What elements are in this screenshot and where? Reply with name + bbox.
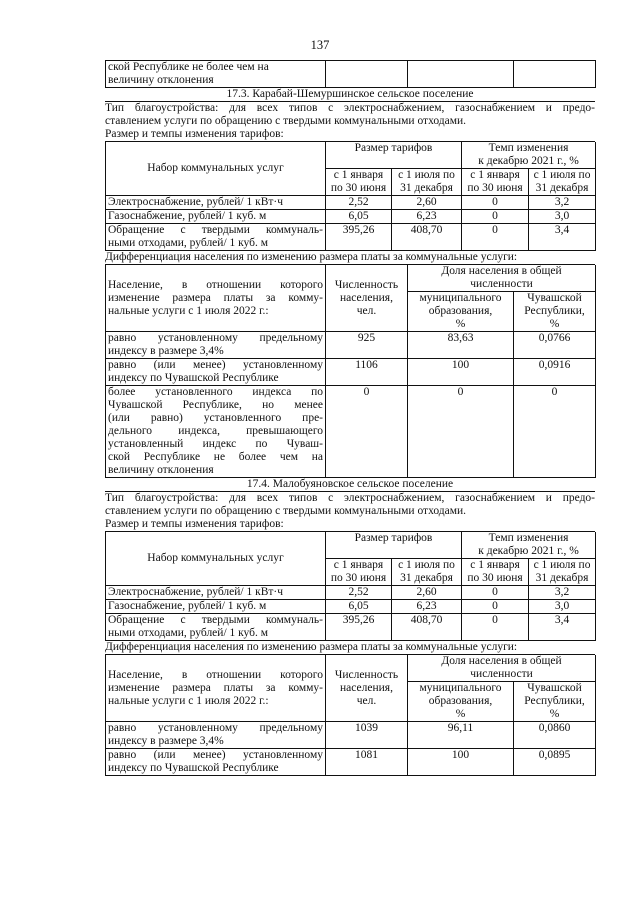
tariff-table bbox=[105, 142, 596, 251]
improvement-type-line: ставлением услуги по обращению с твердыми коммунальными отходами. bbox=[105, 505, 467, 517]
tariff-row bbox=[106, 600, 596, 614]
period-line: с 1 января bbox=[470, 169, 520, 181]
period-jul-header bbox=[529, 559, 596, 586]
population-category-line: дельного индекса, превышающего bbox=[108, 425, 323, 437]
rate-jan-cell: 0 bbox=[462, 600, 529, 614]
population-category-line: Чувашской Республике, но менее bbox=[108, 399, 323, 411]
service-name-line: Газоснабжение, рублей/ 1 куб. м bbox=[108, 600, 267, 612]
tariff-heading: Размер и темпы изменения тарифов: bbox=[105, 518, 595, 532]
period-line: 31 декабря bbox=[535, 572, 589, 584]
population-category-line: более установленного индекса по bbox=[108, 386, 323, 398]
municipal-share-cell: 96,11 bbox=[408, 722, 514, 749]
period-line: 31 декабря bbox=[400, 572, 453, 584]
period-line: по 30 июня bbox=[467, 572, 523, 584]
population-category-line: установленный индекс по Чуваш- bbox=[108, 438, 323, 450]
service-name-cell bbox=[106, 586, 326, 600]
municipal-share-header bbox=[408, 682, 514, 722]
rate-change-header bbox=[462, 142, 596, 169]
republic-share-cell: 0,0916 bbox=[514, 359, 596, 386]
service-name-line: Обращение с твердыми коммуналь- bbox=[108, 224, 323, 236]
headcount-cell: 1081 bbox=[326, 749, 408, 776]
republic-share-cell: 0 bbox=[514, 386, 596, 478]
differentiation-rows bbox=[106, 332, 596, 478]
headcount-cell: 0 bbox=[326, 386, 408, 478]
rate-jan-cell: 0 bbox=[462, 586, 529, 600]
service-name-cell bbox=[106, 196, 326, 210]
municipal-share-cell: 0 bbox=[408, 386, 514, 478]
period-jan-header bbox=[462, 559, 529, 586]
population-category-line: (или равно) установленного пре- bbox=[108, 412, 323, 424]
improvement-type bbox=[105, 492, 595, 518]
tariff-jul-cell: 408,70 bbox=[392, 224, 462, 251]
municipal-share-header-line: % bbox=[455, 708, 466, 720]
population-category-line: равно (или менее) установленному bbox=[108, 749, 323, 761]
improvement-type bbox=[105, 102, 595, 128]
municipal-share-header-line: муниципального bbox=[419, 682, 502, 694]
period-line: с 1 января bbox=[333, 559, 384, 571]
services-header: Набор коммунальных услуг bbox=[106, 532, 326, 586]
republic-share-header-line: % bbox=[549, 318, 560, 330]
carry-over-cell bbox=[106, 61, 326, 88]
tariff-rows bbox=[106, 196, 596, 251]
period-line: с 1 января bbox=[470, 559, 520, 571]
tariff-jan-cell: 2,52 bbox=[326, 586, 392, 600]
population-category-cell bbox=[106, 359, 326, 386]
differentiation-table bbox=[105, 265, 596, 478]
republic-share-cell: 0,0860 bbox=[514, 722, 596, 749]
republic-share-header-line: Республики, bbox=[524, 305, 585, 317]
settlement-section bbox=[105, 478, 595, 776]
period-line: с 1 января bbox=[333, 169, 384, 181]
republic-share-header-line: % bbox=[549, 708, 560, 720]
rate-change-header-line: к декабрю 2021 г., % bbox=[478, 545, 579, 557]
population-header bbox=[106, 655, 326, 722]
rate-jul-cell: 3,0 bbox=[529, 600, 596, 614]
differentiation-row bbox=[106, 386, 596, 478]
rate-change-header-line: к декабрю 2021 г., % bbox=[478, 155, 579, 167]
headcount-cell: 1039 bbox=[326, 722, 408, 749]
share-header bbox=[408, 265, 596, 292]
republic-share-header-line: Республики, bbox=[524, 695, 585, 707]
differentiation-row bbox=[106, 722, 596, 749]
population-header-line: изменение размера платы за комму- bbox=[108, 681, 323, 694]
tariff-size-header: Размер тарифов bbox=[326, 142, 462, 169]
differentiation-row bbox=[106, 332, 596, 359]
period-jan-header bbox=[462, 169, 529, 196]
population-category-line: индексу в размере 3,4% bbox=[108, 345, 224, 357]
period-jan-header bbox=[326, 559, 392, 586]
tariff-size-header: Размер тарифов bbox=[326, 532, 462, 559]
period-jul-header bbox=[392, 169, 462, 196]
differentiation-heading: Дифференциация населения по изменению размера платы за коммунальные услуги: bbox=[105, 251, 595, 265]
tariff-jan-cell: 2,52 bbox=[326, 196, 392, 210]
rate-jul-cell: 3,0 bbox=[529, 210, 596, 224]
rate-jul-cell: 3,4 bbox=[529, 224, 596, 251]
share-header-line: Доля населения в общей bbox=[441, 655, 562, 667]
tariff-jul-cell: 408,70 bbox=[392, 614, 462, 641]
population-category-cell bbox=[106, 332, 326, 359]
rate-jan-cell: 0 bbox=[462, 196, 529, 210]
headcount-header-line: населения, bbox=[340, 291, 393, 304]
share-header-line: численности bbox=[470, 668, 533, 680]
republic-share-header bbox=[514, 292, 596, 332]
population-header bbox=[106, 265, 326, 332]
tariff-row bbox=[106, 614, 596, 641]
services-header: Набор коммунальных услуг bbox=[106, 142, 326, 196]
headcount-header bbox=[326, 655, 408, 722]
tariff-jul-cell: 6,23 bbox=[392, 210, 462, 224]
document-body bbox=[105, 60, 595, 776]
population-header-line: Население, в отношении которого bbox=[108, 278, 323, 291]
carry-over-table bbox=[105, 60, 596, 88]
tariff-table bbox=[105, 532, 596, 641]
service-name-line: Обращение с твердыми коммуналь- bbox=[108, 614, 323, 626]
municipal-share-header-line: муниципального bbox=[419, 292, 502, 304]
rate-jan-cell: 0 bbox=[462, 614, 529, 641]
section-title: 17.4. Малобуяновское сельское поселение bbox=[105, 478, 595, 492]
rate-change-header bbox=[462, 532, 596, 559]
empty-cell bbox=[326, 61, 408, 88]
carry-over-line: величину отклонения bbox=[108, 74, 214, 86]
population-category-line: индексу по Чувашской Республике bbox=[108, 372, 279, 384]
rate-jan-cell: 0 bbox=[462, 210, 529, 224]
period-line: с 1 июля по bbox=[533, 559, 591, 571]
period-line: по 30 июня bbox=[467, 182, 523, 194]
period-line: 31 декабря bbox=[535, 182, 589, 194]
tariff-heading: Размер и темпы изменения тарифов: bbox=[105, 128, 595, 142]
population-header-line: нальные услуги с 1 июля 2022 г.: bbox=[108, 304, 269, 317]
improvement-type-line: Тип благоустройства: для всех типов с электроснабжением, газоснабжением и предо- bbox=[105, 102, 595, 114]
republic-share-header bbox=[514, 682, 596, 722]
service-name-cell bbox=[106, 210, 326, 224]
population-category-line: ской Республике не более чем на bbox=[108, 451, 323, 463]
headcount-cell: 925 bbox=[326, 332, 408, 359]
tariff-row bbox=[106, 224, 596, 251]
differentiation-rows bbox=[106, 722, 596, 776]
headcount-cell: 1106 bbox=[326, 359, 408, 386]
republic-share-header-line: Чувашской bbox=[527, 292, 582, 304]
republic-share-cell: 0,0895 bbox=[514, 749, 596, 776]
municipal-share-header bbox=[408, 292, 514, 332]
municipal-share-header-line: образования, bbox=[428, 305, 493, 317]
population-category-line: равно установленному предельному bbox=[108, 332, 323, 344]
rate-jul-cell: 3,4 bbox=[529, 614, 596, 641]
service-name-line: ными отходами, рублей/ 1 куб. м bbox=[108, 627, 269, 639]
republic-share-cell: 0,0766 bbox=[514, 332, 596, 359]
rate-jul-cell: 3,2 bbox=[529, 196, 596, 210]
municipal-share-header-line: образования, bbox=[428, 695, 493, 707]
period-jan-header bbox=[326, 169, 392, 196]
tariff-jul-cell: 2,60 bbox=[392, 586, 462, 600]
population-category-line: равно (или менее) установленному bbox=[108, 359, 323, 371]
service-name-cell bbox=[106, 600, 326, 614]
improvement-type-line: ставлением услуги по обращению с твердыми коммунальными отходами. bbox=[105, 115, 467, 127]
headcount-header-line: Численность bbox=[334, 278, 399, 291]
period-line: с 1 июля по bbox=[398, 169, 455, 181]
municipal-share-cell: 100 bbox=[408, 359, 514, 386]
differentiation-table bbox=[105, 655, 596, 776]
population-category-line: равно установленному предельному bbox=[108, 722, 323, 734]
settlement-section bbox=[105, 88, 595, 478]
service-name-line: ными отходами, рублей/ 1 куб. м bbox=[108, 237, 269, 249]
headcount-header-line: Численность bbox=[334, 668, 399, 681]
differentiation-row bbox=[106, 359, 596, 386]
republic-share-header-line: Чувашской bbox=[527, 682, 582, 694]
section-title: 17.3. Карабай-Шемуршинское сельское поселение bbox=[105, 88, 595, 102]
population-header-line: нальные услуги с 1 июля 2022 г.: bbox=[108, 694, 269, 707]
tariff-row bbox=[106, 196, 596, 210]
tariff-rows bbox=[106, 586, 596, 641]
tariff-jul-cell: 6,23 bbox=[392, 600, 462, 614]
period-jul-header bbox=[392, 559, 462, 586]
tariff-jan-cell: 395,26 bbox=[326, 224, 392, 251]
municipal-share-header-line: % bbox=[455, 318, 466, 330]
page-number: 137 bbox=[310, 38, 330, 52]
share-header-line: Доля населения в общей bbox=[441, 265, 562, 277]
population-category-cell bbox=[106, 722, 326, 749]
population-category-cell bbox=[106, 749, 326, 776]
tariff-jan-cell: 395,26 bbox=[326, 614, 392, 641]
period-line: с 1 июля по bbox=[398, 559, 455, 571]
tariff-row bbox=[106, 210, 596, 224]
differentiation-row bbox=[106, 749, 596, 776]
rate-change-header-line: Темп изменения bbox=[488, 532, 569, 544]
municipal-share-cell: 83,63 bbox=[408, 332, 514, 359]
service-name-cell bbox=[106, 614, 326, 641]
empty-cell bbox=[514, 61, 596, 88]
service-name-line: Газоснабжение, рублей/ 1 куб. м bbox=[108, 210, 267, 222]
service-name-line: Электроснабжение, рублей/ 1 кВт·ч bbox=[108, 196, 284, 208]
headcount-header-line: чел. bbox=[356, 694, 377, 707]
headcount-header-line: населения, bbox=[340, 681, 393, 694]
share-header bbox=[408, 655, 596, 682]
population-category-line: величину отклонения bbox=[108, 464, 214, 476]
improvement-type-line: Тип благоустройства: для всех типов с электроснабжением, газоснабжением и предо- bbox=[105, 492, 595, 504]
municipal-share-cell: 100 bbox=[408, 749, 514, 776]
population-category-line: индексу в размере 3,4% bbox=[108, 735, 224, 747]
population-category-line: индексу по Чувашской Республике bbox=[108, 762, 279, 774]
tariff-jan-cell: 6,05 bbox=[326, 600, 392, 614]
population-category-cell bbox=[106, 386, 326, 478]
empty-cell bbox=[408, 61, 514, 88]
period-line: с 1 июля по bbox=[533, 169, 591, 181]
share-header-line: численности bbox=[470, 278, 533, 290]
period-line: по 30 июня bbox=[330, 182, 387, 194]
differentiation-heading: Дифференциация населения по изменению размера платы за коммунальные услуги: bbox=[105, 641, 595, 655]
headcount-header-line: чел. bbox=[356, 304, 377, 317]
rate-change-header-line: Темп изменения bbox=[488, 142, 569, 154]
service-name-line: Электроснабжение, рублей/ 1 кВт·ч bbox=[108, 586, 284, 598]
headcount-header bbox=[326, 265, 408, 332]
population-header-line: Население, в отношении которого bbox=[108, 668, 323, 681]
tariff-row bbox=[106, 586, 596, 600]
rate-jul-cell: 3,2 bbox=[529, 586, 596, 600]
period-line: по 30 июня bbox=[330, 572, 387, 584]
carry-over-line: ской Республике не более чем на bbox=[108, 61, 269, 73]
period-line: 31 декабря bbox=[400, 182, 453, 194]
service-name-cell bbox=[106, 224, 326, 251]
tariff-jul-cell: 2,60 bbox=[392, 196, 462, 210]
tariff-jan-cell: 6,05 bbox=[326, 210, 392, 224]
population-header-line: изменение размера платы за комму- bbox=[108, 291, 323, 304]
rate-jan-cell: 0 bbox=[462, 224, 529, 251]
period-jul-header bbox=[529, 169, 596, 196]
